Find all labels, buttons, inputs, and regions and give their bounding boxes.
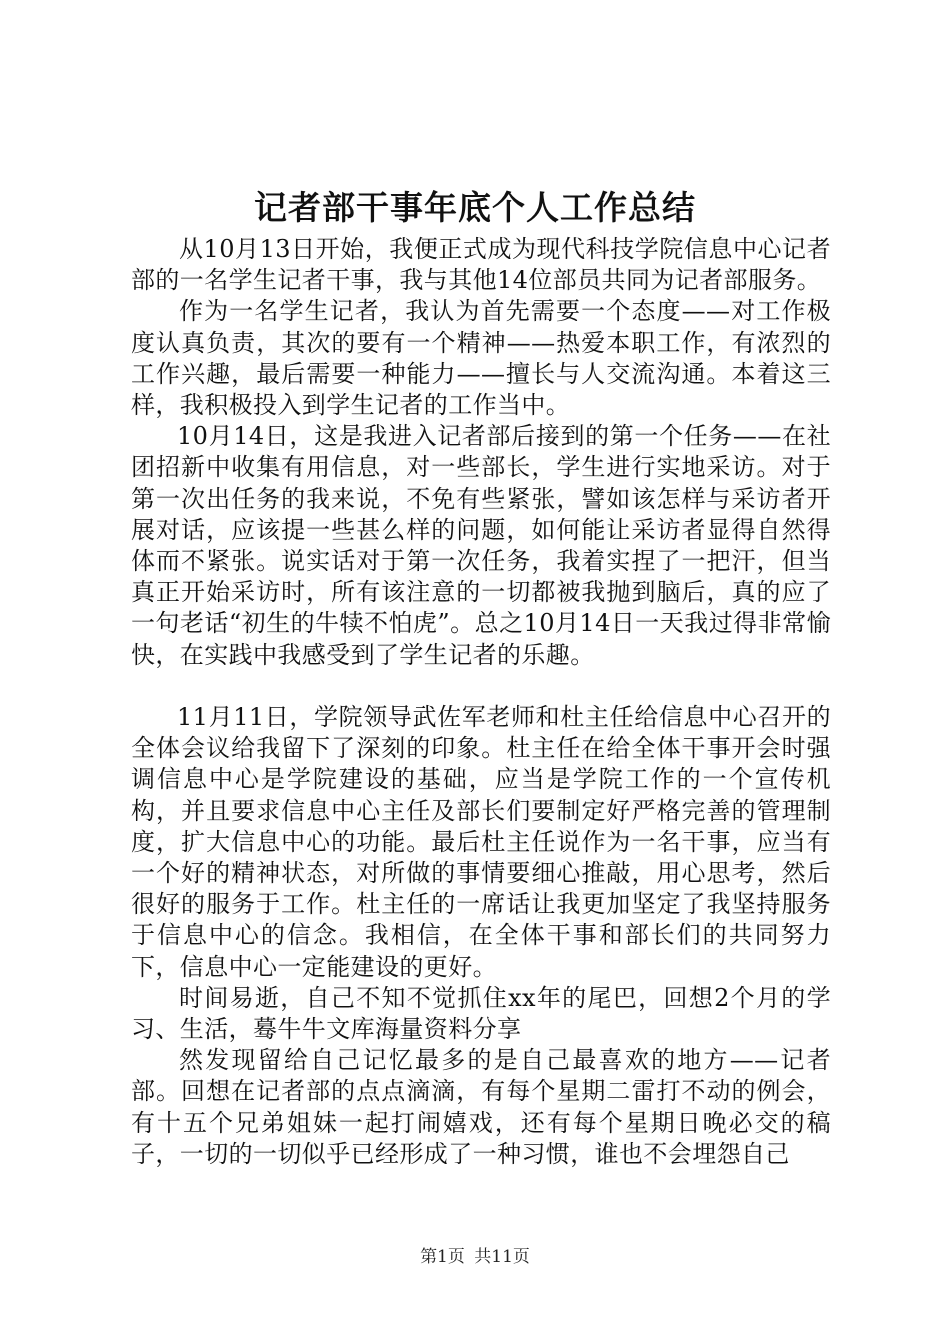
page-total: 共11页 [474,1247,530,1267]
paragraph-4: 11月11日，学院领导武佐军老师和杜主任给信息中心召开的全体会议给我留下了深刻的印象。杜主任在给全体干事开会时强调信息中心是学院建设的基础，应当是学院工作的一个宣传机构，并且要求信息中心主任及部长们要制定好严格完善的管理制度，扩大信息中心的功能。最后杜主任说作为一名干事，应当有一个好的精神状态，对所做的事情要细心推敲，用心思考，然后很好的服务于工作。杜主任的一席话让我更加坚定了我坚持服务于信息中心的信念。我相信，在全体干事和部长们的共同努力下，信息中心一定能建设的更好。 [131,703,831,981]
document-body [131,234,831,1170]
paragraph-spacer [131,671,831,702]
paragraph-1: 从10月13日开始，我便正式成为现代科技学院信息中心记者部的一名学生记者干事，我与其他14位部员共同为记者部服务。 [131,235,831,295]
paragraph-6: 然发现留给自己记忆最多的是自己最喜欢的地方——记者部。回想在记者部的点点滴滴，有每个星期二雷打不动的例会，有十五个兄弟姐妹一起打闹嬉戏，还有每个星期日晚必交的稿子，一切的一切似乎已经形成了一种习惯，谁也不会埋怨自己 [131,1046,831,1168]
page-footer [0,1245,950,1269]
paragraph-3: 10月14日，这是我进入记者部后接到的第一个任务——在社团招新中收集有用信息，对一些部长，学生进行实地采访。对于第一次出任务的我来说，不免有些紧张，譬如该怎样与采访者开展对话，应该提一些甚么样的问题，如何能让采访者显得自然得体而不紧张。说实话对于第一次任务，我着实捏了一把汗，但当真正开始采访时，所有该注意的一切都被我抛到脑后，真的应了一句老话“初生的牛犊不怕虎”。总之10月14日一天我过得非常愉快，在实践中我感受到了学生记者的乐趣。 [131,422,831,669]
paragraph-2: 作为一名学生记者，我认为首先需要一个态度——对工作极度认真负责，其次的要有一个精神——热爱本职工作，有浓烈的工作兴趣，最后需要一种能力——擅长与人交流沟通。本着这三样，我积极投入到学生记者的工作当中。 [131,297,831,420]
page-number: 第1页 [420,1247,465,1267]
document-title: 记者部干事年底个人工作总结 [254,188,696,227]
paragraph-5: 时间易逝，自己不知不觉抓住xx年的尾巴，回想2个月的学习、生活，蓦牛牛文库海量资料分享 [131,983,831,1044]
